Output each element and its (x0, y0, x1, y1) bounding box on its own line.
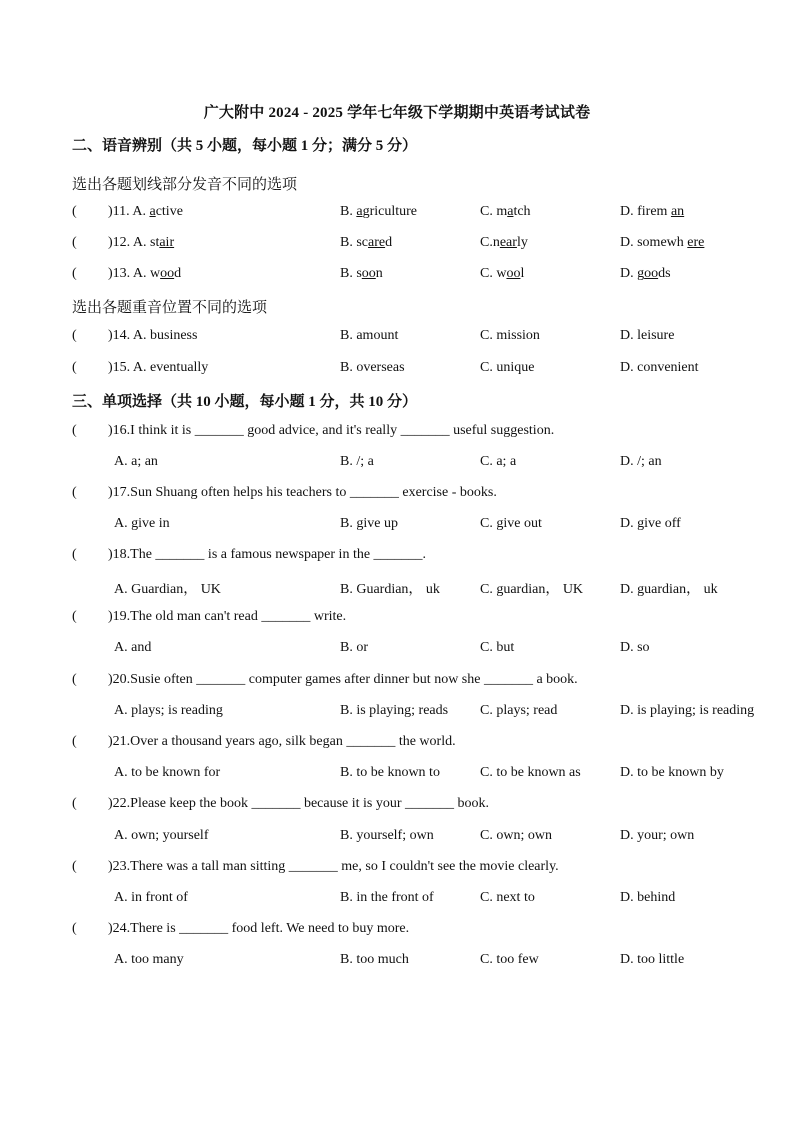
question-20-stem: )20.Susie often _______ computer games after dinner but now she _______ a book. (108, 672, 578, 687)
question-17-option-b: B. give up (340, 516, 398, 531)
question-22 (72, 796, 752, 816)
question-23-options (72, 890, 752, 910)
question-11-option-a: )11. A. active (108, 204, 183, 219)
question-22-options (72, 828, 752, 848)
question-18-options (72, 578, 752, 598)
question-19-options (72, 640, 752, 660)
question-21-option-a: A. to be known for (114, 765, 221, 780)
question-24-option-b: B. too much (340, 952, 409, 967)
question-22-option-c: C. own; own (480, 828, 552, 843)
question-22-option-b: B. yourself; own (340, 828, 434, 843)
question-13-option-a: )13. A. wood (108, 266, 182, 281)
section3-heading: 三、单项选择（共 10 小题，每小题 1 分，共 10 分） (72, 394, 418, 410)
answer-bracket: ( (72, 235, 77, 250)
question-21-option-d: D. to be known by (620, 765, 724, 780)
question-20-options (72, 703, 755, 723)
question-24-option-a: A. too many (114, 952, 184, 967)
question-12-option-c: C.nearly (480, 235, 528, 250)
question-19-option-b: B. or (340, 640, 368, 655)
question-14-option-a: )14. A. business (108, 328, 198, 343)
question-24 (72, 921, 752, 941)
question-20-option-a: A. plays; is reading (114, 703, 223, 718)
question-12-option-a: )12. A. stair (108, 235, 175, 250)
question-18-option-d: D. guardian， uk (620, 582, 718, 597)
question-15-option-c: C. unique (480, 360, 535, 375)
question-12-option-d: D. somewh ere (620, 235, 705, 250)
question-17 (72, 485, 752, 505)
question-21-options (72, 765, 752, 785)
answer-bracket: ( (72, 204, 77, 219)
answer-bracket: ( (72, 796, 77, 811)
question-20-option-c: C. plays; read (480, 703, 558, 718)
question-23-option-c: C. next to (480, 890, 535, 905)
question-11-option-b: B. agriculture (340, 204, 417, 219)
question-11 (72, 204, 752, 224)
question-24-options (72, 952, 752, 972)
page-title: 广大附中 2024 - 2025 学年七年级下学期期中英语考试试卷 (203, 105, 591, 121)
section2-instruction-stress: 选出各题重音位置不同的选项 (72, 300, 268, 316)
question-17-option-d: D. give off (620, 516, 681, 531)
question-19-option-a: A. and (114, 640, 152, 655)
question-16-option-a: A. a; an (114, 454, 158, 469)
question-17-stem: )17.Sun Shuang often helps his teachers to _______ exercise - books. (108, 485, 497, 500)
question-14-option-d: D. leisure (620, 328, 675, 343)
question-17-option-c: C. give out (480, 516, 542, 531)
question-16-option-b: B. /; a (340, 454, 374, 469)
question-14-option-b: B. amount (340, 328, 399, 343)
question-18-option-b: B. Guardian， uk (340, 582, 440, 597)
question-23-option-a: A. in front of (114, 890, 188, 905)
question-15-option-a: )15. A. eventually (108, 360, 209, 375)
question-16-options (72, 454, 752, 474)
question-16-option-c: C. a; a (480, 454, 517, 469)
answer-bracket: ( (72, 266, 77, 281)
question-14 (72, 328, 752, 348)
question-19-stem: )19.The old man can't read _______ write. (108, 609, 347, 624)
question-20-option-d: D. is playing; is reading (620, 703, 755, 718)
question-19 (72, 609, 752, 629)
question-13-option-d: D. goods (620, 266, 671, 281)
question-22-stem: )22.Please keep the book _______ because it is your _______ book. (108, 796, 490, 811)
question-17-option-a: A. give in (114, 516, 170, 531)
question-23-stem: )23.There was a tall man sitting _______ me, so I couldn't see the movie clearly. (108, 859, 559, 874)
answer-bracket: ( (72, 672, 77, 687)
question-13 (72, 266, 752, 286)
question-18 (72, 547, 752, 567)
question-13-option-b: B. soon (340, 266, 383, 281)
question-19-option-c: C. but (480, 640, 515, 655)
question-21-stem: )21.Over a thousand years ago, silk began _______ the world. (108, 734, 456, 749)
question-17-options (72, 516, 752, 536)
question-11-option-c: C. match (480, 204, 531, 219)
question-23-option-d: D. behind (620, 890, 676, 905)
answer-bracket: ( (72, 360, 77, 375)
question-23-option-b: B. in the front of (340, 890, 434, 905)
question-24-stem: )24.There is _______ food left. We need to buy more. (108, 921, 410, 936)
answer-bracket: ( (72, 734, 77, 749)
question-19-option-d: D. so (620, 640, 650, 655)
question-14-option-c: C. mission (480, 328, 540, 343)
answer-bracket: ( (72, 859, 77, 874)
question-24-option-c: C. too few (480, 952, 539, 967)
question-21 (72, 734, 752, 754)
question-18-option-a: A. Guardian， UK (114, 582, 221, 597)
question-13-option-c: C. wool (480, 266, 525, 281)
question-15-option-b: B. overseas (340, 360, 405, 375)
question-21-option-b: B. to be known to (340, 765, 440, 780)
question-16 (72, 423, 752, 443)
question-18-stem: )18.The _______ is a famous newspaper in the _______. (108, 547, 427, 562)
section2-heading: 二、语音辨别（共 5 小题，每小题 1 分；满分 5 分） (72, 138, 418, 154)
question-15-option-d: D. convenient (620, 360, 699, 375)
question-22-option-d: D. your; own (620, 828, 695, 843)
answer-bracket: ( (72, 609, 77, 624)
question-22-option-a: A. own; yourself (114, 828, 209, 843)
question-11-option-d: D. firem an (620, 204, 685, 219)
answer-bracket: ( (72, 423, 77, 438)
section2-instruction-pronunciation: 选出各题划线部分发音不同的选项 (72, 177, 298, 193)
question-12-option-b: B. scared (340, 235, 393, 250)
answer-bracket: ( (72, 921, 77, 936)
answer-bracket: ( (72, 547, 77, 562)
answer-bracket: ( (72, 328, 77, 343)
question-16-option-d: D. /; an (620, 454, 662, 469)
question-23 (72, 859, 752, 879)
answer-bracket: ( (72, 485, 77, 500)
question-20-option-b: B. is playing; reads (340, 703, 449, 718)
question-16-stem: )16.I think it is _______ good advice, and it's really _______ useful suggestion. (108, 423, 555, 438)
question-20 (72, 672, 752, 692)
question-21-option-c: C. to be known as (480, 765, 581, 780)
question-15 (72, 360, 752, 380)
question-24-option-d: D. too little (620, 952, 685, 967)
question-12 (72, 235, 752, 255)
question-18-option-c: C. guardian， UK (480, 582, 584, 597)
